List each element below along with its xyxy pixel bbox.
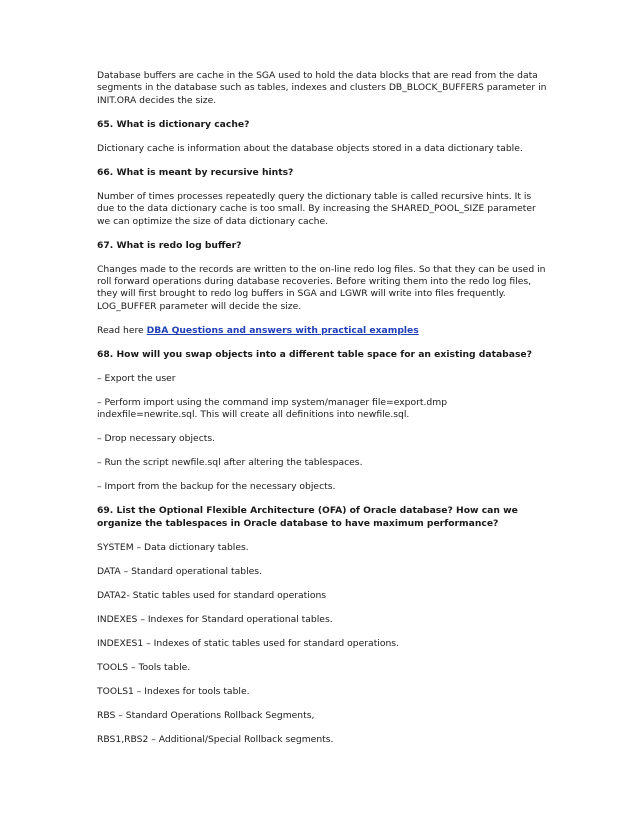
ofa-item-system: SYSTEM – Data dictionary tables.: [97, 541, 249, 553]
ofa-item-tools: TOOLS – Tools table.: [97, 661, 191, 673]
answer-68-step-4: – Run the script newfile.sql after altering the tablespaces.: [97, 457, 363, 469]
answer-67-paragraph: Changes made to the records are written to the on-line redo log files. So that they can be used in roll forward operations during database recoveries. Before writing them into the redo log files, they will first brought to redo log buffers in SGA and LGWR will write into files frequently. LOG_BUFFER parameter will decide the size.: [97, 263, 546, 312]
read-here-line: [97, 325, 549, 337]
question-65-heading: 65. What is dictionary cache?: [97, 118, 250, 130]
question-67-heading: 67. What is redo log buffer?: [97, 239, 242, 251]
intro-paragraph: Database buffers are cache in the SGA used to hold the data blocks that are read from the data segments in the database such as tables, indexes and clusters DB_BLOCK_BUFFERS parameter in INIT.ORA decides the size.: [97, 70, 547, 106]
ofa-item-indexes: INDEXES – Indexes for Standard operational tables.: [97, 613, 333, 625]
document-page: [97, 70, 549, 758]
read-here-prefix: Read here: [97, 324, 147, 336]
ofa-item-rbs1-rbs2: RBS1,RBS2 – Additional/Special Rollback segments.: [97, 733, 334, 745]
ofa-item-tools1: TOOLS1 – Indexes for tools table.: [97, 685, 250, 697]
dba-questions-link[interactable]: DBA Questions and answers with practical examples: [146, 324, 419, 336]
answer-66-paragraph: Number of times processes repeatedly query the dictionary table is called recursive hints. It is due to the data dictionary cache is too small. By increasing the SHARED_POOL_SIZE parameter we can optimize the size of data dictionary cache.: [97, 190, 536, 227]
question-68-heading: 68. How will you swap objects into a different table space for an existing database?: [97, 348, 532, 360]
ofa-item-data2: DATA2- Static tables used for standard operations: [97, 589, 327, 601]
answer-68-step-2: – Perform import using the command imp system/manager file=export.dmp indexfile=newrite.sql. This will create all definitions into newfile.sql.: [97, 396, 448, 421]
answer-68-step-5: – Import from the backup for the necessary objects.: [97, 481, 336, 493]
answer-68-step-1: – Export the user: [97, 372, 176, 384]
ofa-item-indexes1: INDEXES1 – Indexes of static tables used for standard operations.: [97, 637, 399, 649]
ofa-item-data: DATA – Standard operational tables.: [97, 565, 263, 577]
ofa-item-rbs: RBS – Standard Operations Rollback Segments,: [97, 709, 315, 721]
answer-68-step-3: – Drop necessary objects.: [97, 433, 216, 445]
answer-65-paragraph: Dictionary cache is information about the database objects stored in a data dictionary table.: [97, 142, 523, 154]
question-66-heading: 66. What is meant by recursive hints?: [97, 166, 294, 178]
question-69-heading: 69. List the Optional Flexible Architecture (OFA) of Oracle database? How can we organize the tablespaces in Oracle database to have maximum performance?: [97, 505, 518, 529]
